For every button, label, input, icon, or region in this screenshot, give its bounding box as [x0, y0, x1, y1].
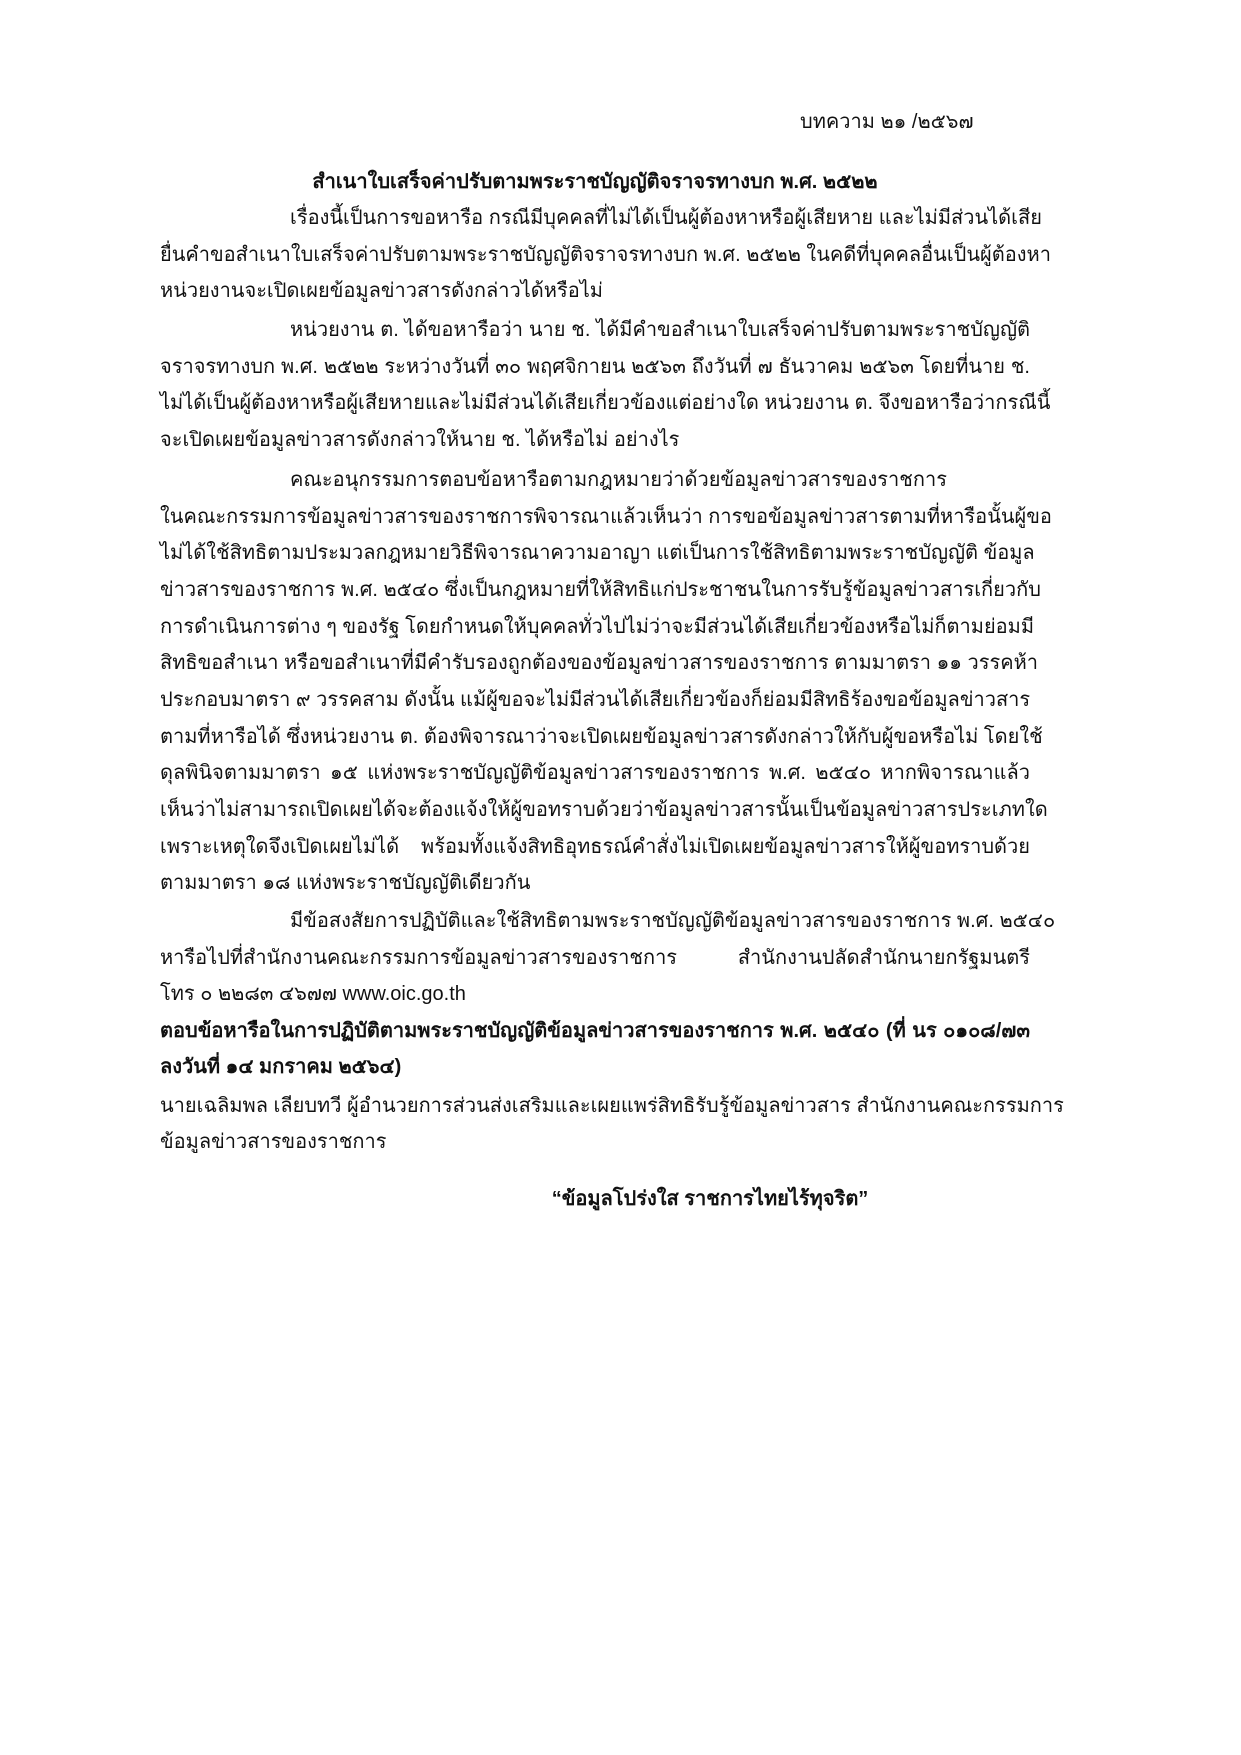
reference-line: ลงวันที่ ๑๔ มกราคม ๒๕๖๔) — [160, 1056, 402, 1078]
paragraph-3-line: ประกอบมาตรา ๙ วรรคสาม ดังนั้น แม้ผู้ขอจะไม่มีส่วนได้เสียเกี่ยวข้องก็ย่อมมีสิทธิร้องขอข้อมูลข่าวสาร — [160, 689, 1031, 711]
paragraph-3-line: ข่าวสารของราชการ พ.ศ. ๒๕๔๐ ซึ่งเป็นกฎหมายที่ให้สิทธิแก่ประชาชนในการรับรู้ข้อมูลข่าวสารเกี่ยวกับ — [160, 579, 1041, 601]
paragraph-2-line: จราจรทางบก พ.ศ. ๒๕๒๒ ระหว่างวันที่ ๓๐ พฤศจิกายน ๒๕๖๓ ถึงวันที่ ๗ ธันวาคม ๒๕๖๓ โดยที่นาย ช. — [160, 356, 1030, 378]
paragraph-3-line: ในคณะกรรมการข้อมูลข่าวสารของราชการพิจารณาแล้วเห็นว่า การขอข้อมูลข่าวสารตามที่หารือนั้นผู้ขอ — [160, 506, 1052, 528]
reference-line: ตอบข้อหารือในการปฏิบัติตามพระราชบัญญัติข้อมูลข่าวสารของราชการ พ.ศ. ๒๕๔๐ (ที่ นร ๐๑๐๘/๗๓ — [160, 1020, 1030, 1042]
paragraph-3-line: การดำเนินการต่าง ๆ ของรัฐ โดยกำหนดให้บุคคลทั่วไปไม่ว่าจะมีส่วนได้เสียเกี่ยวข้องหรือไม่ก็ตามย่อมมี — [160, 616, 1035, 638]
paragraph-3-line: ตามที่หารือได้ ซึ่งหน่วยงาน ต. ต้องพิจารณาว่าจะเปิดเผยข้อมูลข่าวสารดังกล่าวให้กับผู้ขอหรือไม่ โดยใช้ — [160, 726, 1043, 748]
paragraph-3-line: ดุลพินิจตามมาตรา ๑๕ แห่งพระราชบัญญัติข้อมูลข่าวสารของราชการ พ.ศ. ๒๕๔๐ หากพิจารณาแล้ว — [160, 762, 1030, 784]
paragraph-3-line: เห็นว่าไม่สามารถเปิดเผยได้จะต้องแจ้งให้ผู้ขอทราบด้วยว่าข้อมูลข่าวสารนั้นเป็นข้อมูลข่าวสารประเภทใด — [160, 799, 1048, 821]
document-number: บทความ ๒๑ /๒๕๖๗ — [800, 111, 974, 133]
paragraph-2-line: หน่วยงาน ต. ได้ขอหารือว่า นาย ช. ได้มีคำขอสำเนาใบเสร็จค่าปรับตามพระราชบัญญัติ — [290, 319, 1030, 341]
paragraph-3-line: คณะอนุกรรมการตอบข้อหารือตามกฎหมายว่าด้วยข้อมูลข่าวสารของราชการ — [290, 469, 947, 491]
slogan: “ข้อมูลโปร่งใส ราชการไทยไร้ทุจริต” — [551, 1188, 869, 1210]
paragraph-1-line: หน่วยงานจะเปิดเผยข้อมูลข่าวสารดังกล่าวได้หรือไม่ — [160, 280, 603, 302]
paragraph-1-line: เรื่องนี้เป็นการขอหารือ กรณีมีบุคคลที่ไม่ได้เป็นผู้ต้องหาหรือผู้เสียหาย และไม่มีส่วนได้เสีย — [290, 207, 1042, 229]
author-line: ข้อมูลข่าวสารของราชการ — [160, 1131, 387, 1153]
author-line: นายเฉลิมพล เลียบทวี ผู้อำนวยการส่วนส่งเสริมและเผยแพร่สิทธิรับรู้ข้อมูลข่าวสาร สำนักงานคณะกรรมการ — [160, 1095, 1064, 1117]
paragraph-4-line: หารือไปที่สำนักงานคณะกรรมการข้อมูลข่าวสารของราชการ สำนักงานปลัดสำนักนายกรัฐมนตรี — [160, 947, 1030, 969]
document-title: สำเนาใบเสร็จค่าปรับตามพระราชบัญญัติจราจรทางบก พ.ศ. ๒๕๒๒ — [312, 171, 878, 193]
contact-line: โทร ๐ ๒๒๘๓ ๔๖๗๗ www.oic.go.th — [160, 983, 466, 1005]
paragraph-3-line: ตามมาตรา ๑๘ แห่งพระราชบัญญัติเดียวกัน — [160, 872, 531, 894]
paragraph-2-line: จะเปิดเผยข้อมูลข่าวสารดังกล่าวให้นาย ช. ได้หรือไม่ อย่างไร — [160, 429, 680, 451]
paragraph-1-line: ยื่นคำขอสำเนาใบเสร็จค่าปรับตามพระราชบัญญัติจราจรทางบก พ.ศ. ๒๕๒๒ ในคดีที่บุคคลอื่นเป็นผู้ต้องหา — [160, 244, 1051, 266]
paragraph-3-line: ไม่ได้ใช้สิทธิตามประมวลกฎหมายวิธีพิจารณาความอาญา แต่เป็นการใช้สิทธิตามพระราชบัญญัติ ข้อมูล — [160, 542, 1035, 564]
paragraph-2-line: ไม่ได้เป็นผู้ต้องหาหรือผู้เสียหายและไม่มีส่วนได้เสียเกี่ยวข้องแต่อย่างใด หน่วยงาน ต. จึงขอหารือว่ากรณีนี้ — [160, 392, 1051, 414]
paragraph-3-line: สิทธิขอสำเนา หรือขอสำเนาที่มีคำรับรองถูกต้องของข้อมูลข่าวสารของราชการ ตามมาตรา ๑๑ วรรคห้า — [160, 652, 1039, 674]
paragraph-3-line: เพราะเหตุใดจึงเปิดเผยไม่ได้ พร้อมทั้งแจ้งสิทธิอุทธรณ์คำสั่งไม่เปิดเผยข้อมูลข่าวสารให้ผู้ขอทราบด้วย — [160, 836, 1030, 858]
paragraph-4-line: มีข้อสงสัยการปฏิบัติและใช้สิทธิตามพระราชบัญญัติข้อมูลข่าวสารของราชการ พ.ศ. ๒๕๔๐ — [290, 910, 1056, 932]
